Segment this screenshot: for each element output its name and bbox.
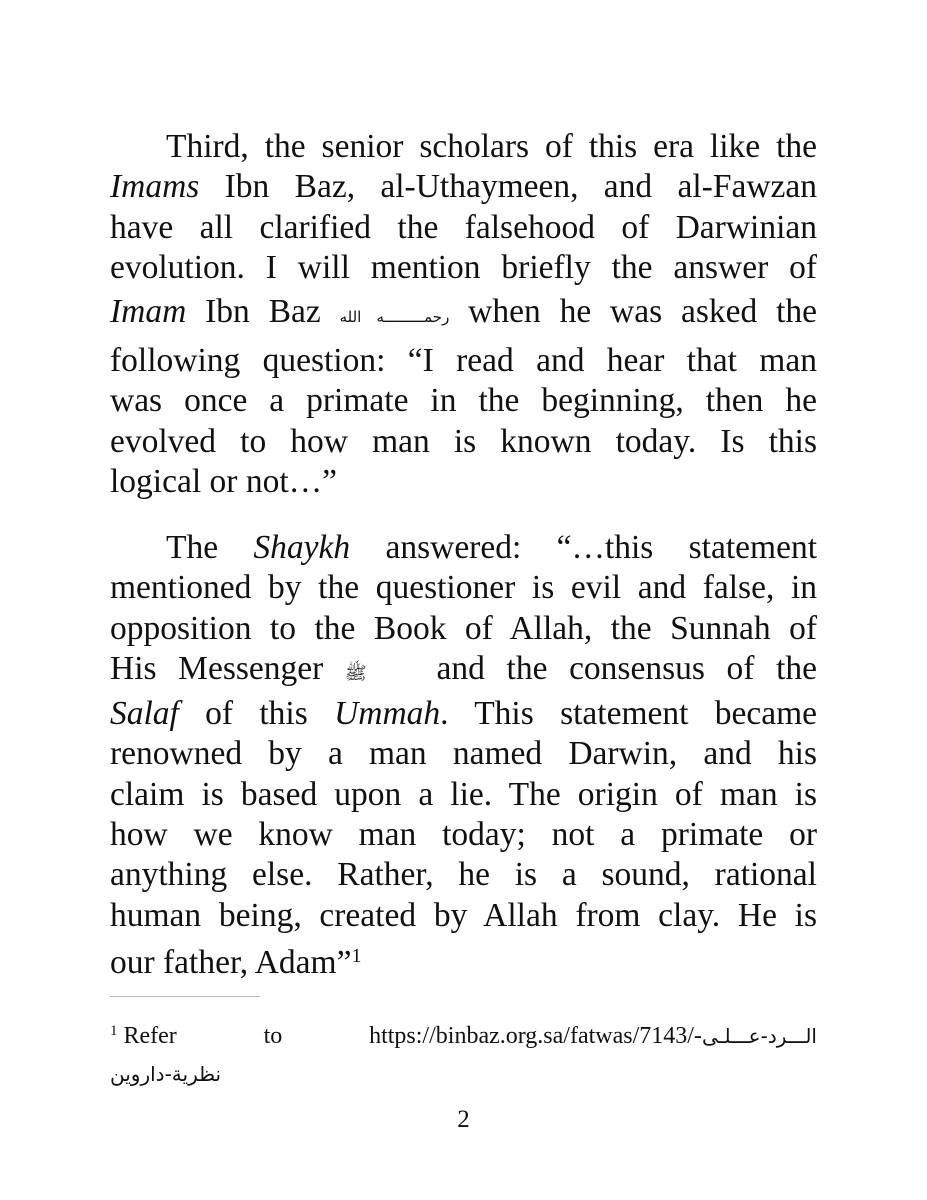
text-line: evolved to how man is known today. Is this xyxy=(110,422,817,460)
italic-term: Imam xyxy=(110,293,187,331)
footnote-arabic: الـــرد-عـــلـى xyxy=(701,1024,817,1048)
text-line: claim is based upon a lie. The origin of man is xyxy=(110,775,817,813)
text-line: His Messenger ﷺ and the consensus of the xyxy=(110,649,817,694)
text-line: logical or not…” xyxy=(110,463,337,501)
page-number: 2 xyxy=(457,1106,470,1133)
footnote-number: 1 xyxy=(110,1023,118,1039)
text-line: renowned by a man named Darwin, and his xyxy=(110,735,817,773)
text-line: The Shaykh answered: “…this statement xyxy=(166,529,818,566)
text-line: our father, Adam”$^1$ xyxy=(110,943,362,981)
text-line: have all clarified the falsehood of Darwinian xyxy=(110,208,817,246)
footnote-line xyxy=(110,1014,817,1053)
text-line: following question: “I read and hear that man xyxy=(110,342,817,380)
italic-term: Ummah xyxy=(334,695,441,733)
text-line: evolution. I will mention briefly the answer of xyxy=(110,248,817,286)
paragraph-shaykh-answer xyxy=(110,528,817,983)
text-line: Imam Ibn Baz رحمـــــــــه الله when he was asked the xyxy=(110,293,818,331)
text-line: Third, the senior scholars of this era like the xyxy=(166,128,817,165)
italic-term: Salaf xyxy=(110,695,179,733)
footnote xyxy=(110,1014,817,1091)
text-line: was once a primate in the beginning, then he xyxy=(110,382,817,420)
text-line: Salaf of this Ummah. This statement became xyxy=(110,695,818,733)
footnote-divider xyxy=(110,996,260,997)
footnote-url[interactable]: Refer to https://binbaz.org.sa/fatwas/7143/- xyxy=(123,1023,702,1049)
footnote-arabic-line: نظرية-داروين xyxy=(110,1062,222,1086)
salawat-symbol: ﷺ xyxy=(344,662,367,684)
italic-term: Imams xyxy=(110,168,200,206)
paragraph-scholars xyxy=(110,127,817,502)
text-line: anything else. Rather, he is a sound, rational xyxy=(110,856,817,894)
text-line: Imams Ibn Baz, al-Uthaymeen, and al-Fawzan xyxy=(110,168,817,206)
arabic-honorific: رحمـــــــــه الله xyxy=(339,308,450,327)
italic-term: Shaykh xyxy=(253,529,351,566)
text-line: opposition to the Book of Allah, the Sunnah of xyxy=(110,609,817,647)
text-line: mentioned by the questioner is evil and false, in xyxy=(110,569,817,607)
text-line: human being, created by Allah from clay. He is xyxy=(110,896,817,934)
footnote-reference[interactable]: 1 xyxy=(351,944,362,967)
text-line: how we know man today; not a primate or xyxy=(110,816,817,854)
